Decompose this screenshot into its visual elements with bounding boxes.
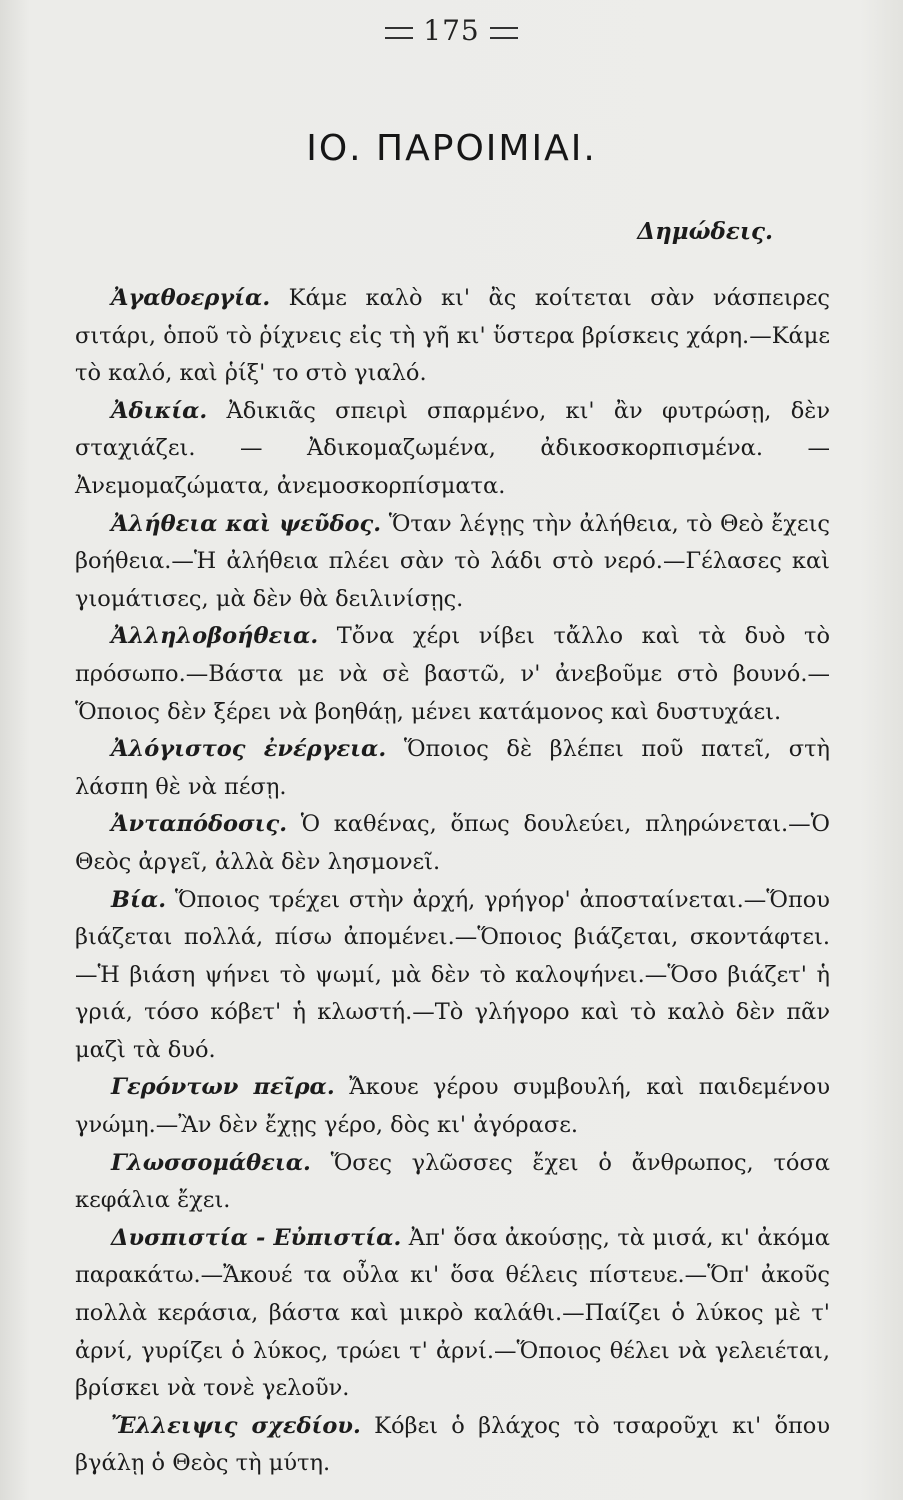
proverb-text: Κάμε καλὸ κι' ἂς κοίτεται σὰν νάσπειρες σιτάρι, ὁποῦ τὸ ῥίχνεις εἰς τὴ γῆ κι' ὕστερα βρίσκεις χάρη.—Κάμε τὸ καλό, καὶ ῥίξ' το στὸ γιαλό. (75, 285, 831, 387)
proverb-text: Ἀδικιᾶς σπειρὶ σπαρμένο, κι' ἂν φυτρώσῃ, δὲν σταχιάζει. — Ἀδικομαζωμένα, ἀδικοσκορπισμένα. — Ἀνεμομαζώματα, ἀνεμοσκορπίσματα. (75, 397, 830, 499)
proverb-entry (75, 1220, 830, 1408)
section-label: Δημώδεις. (637, 218, 773, 245)
proverb-entry (75, 806, 830, 881)
proverb-entry (75, 1069, 830, 1144)
left-ornament (385, 27, 413, 39)
proverb-term: Δυσπιστία - Εὐπιστία. (111, 1224, 402, 1251)
proverb-text: Κόβει ὁ βλάχος τὸ τσαροῦχι κι' ὅπου βγάλῃ ὁ Θεὸς τὴ μύτη. (75, 1412, 831, 1477)
proverb-term: Ἀλληλοβοήθεια. (111, 623, 319, 650)
proverb-term: Ἔλλειψις σχεδίου. (111, 1412, 361, 1439)
proverb-entry (75, 731, 830, 806)
proverb-text: Ὅταν λέγῃς τὴν ἀλήθεια, τὸ Θεὸ ἔχεις βοήθεια.—Ἡ ἀλήθεια πλέει σὰν τὸ λάδι στὸ νερό.—Γέλασες καὶ γιομάτισες, μὰ δὲν θὰ δειλινίσῃς. (75, 510, 831, 612)
right-ornament (490, 27, 518, 39)
proverb-text: Ὅσες γλῶσσες ἔχει ὁ ἄνθρωπος, τόσα κεφάλια ἔχει. (75, 1149, 830, 1214)
proverb-entry (75, 506, 830, 619)
page-number-value: 175 (423, 14, 480, 47)
proverb-text: Ἀπ' ὅσα ἀκούσῃς, τὰ μισά, κι' ἀκόμα παρακάτω.—Ἄκουέ τα οὖλα κι' ὅσα θέλεις πίστευε.—Ὅπ' ἀκοῦς πολλὰ κεράσια, βάστα καὶ μικρὸ καλάθι.—Παίζει ὁ λύκος μὲ τ' ἀρνί, γυρίζει ὁ λύκος, τρώει τ' ἀρνί.—Ὅποιος θέλει νὰ γελειέται, βρίσκει νὰ τονὲ γελοῦν. (75, 1224, 830, 1402)
proverb-entry (75, 393, 830, 506)
proverb-entry (75, 882, 830, 1070)
proverb-entry (75, 280, 830, 393)
proverb-text: Ἄκουε γέρου συμβουλή, καὶ παιδεμένου γνώμη.—Ἂν δὲν ἔχῃς γέρο, δὸς κι' ἀγόρασε. (75, 1074, 830, 1139)
proverb-text: Ὅποιος δὲ βλέπει ποῦ πατεῖ, στὴ λάσπη θὲ νὰ πέσῃ. (75, 736, 830, 800)
proverb-text: Ὁ καθένας, ὅπως δουλεύει, πληρώνεται.—Ὁ Θεὸς ἀργεῖ, ἀλλὰ δὲν λησμονεῖ. (75, 811, 831, 875)
proverb-term: Βία. (111, 886, 167, 913)
proverb-term: Ἀδικία. (111, 397, 208, 424)
proverb-entry (75, 618, 830, 731)
proverb-entry (75, 1145, 830, 1220)
proverb-term: Γλωσσομάθεια. (111, 1149, 311, 1176)
proverb-term: Γερόντων πεῖρα. (111, 1074, 335, 1101)
proverb-term: Ἀγαθοεργία. (111, 285, 271, 311)
proverb-text: Ὅποιος τρέχει στὴν ἀρχή, γρήγορ' ἀποσταίνεται.—Ὅπου βιάζεται πολλά, πίσω ἀπομένει.—Ὅποιος βιάζεται, σκοντάφτει.—Ἡ βιάση ψήνει τὸ ψωμί, μὰ δὲν τὸ καλοψήνει.—Ὅσο βιάζετ' ἡ γριά, τόσο κόβετ' ἡ κλωστή.—Τὸ γλήγορο καὶ τὸ καλὸ δὲν πᾶν μαζὶ τὰ δυό. (75, 886, 830, 1063)
proverb-entry (75, 1408, 830, 1483)
page-number (0, 14, 903, 47)
proverb-text: Τὄνα χέρι νίβει τἄλλο καὶ τὰ δυὸ τὸ πρόσωπο.—Βάστα με νὰ σὲ βαστῶ, ν' ἀνεβοῦμε στὸ βουνό.—Ὅποιος δὲν ξέρει νὰ βοηθάῃ, μένει κατάμονος καὶ δυστυχάει. (75, 623, 830, 725)
proverbs-body (75, 280, 830, 1483)
proverb-term: Ἀλήθεια καὶ ψεῦδος. (111, 510, 382, 537)
proverb-term: Ἀνταπόδοσις. (111, 811, 288, 838)
chapter-title: ΙΟ. ΠΑΡΟΙΜΙΑΙ. (306, 128, 597, 169)
proverb-term: Ἀλόγιστος ἐνέργεια. (111, 736, 387, 763)
